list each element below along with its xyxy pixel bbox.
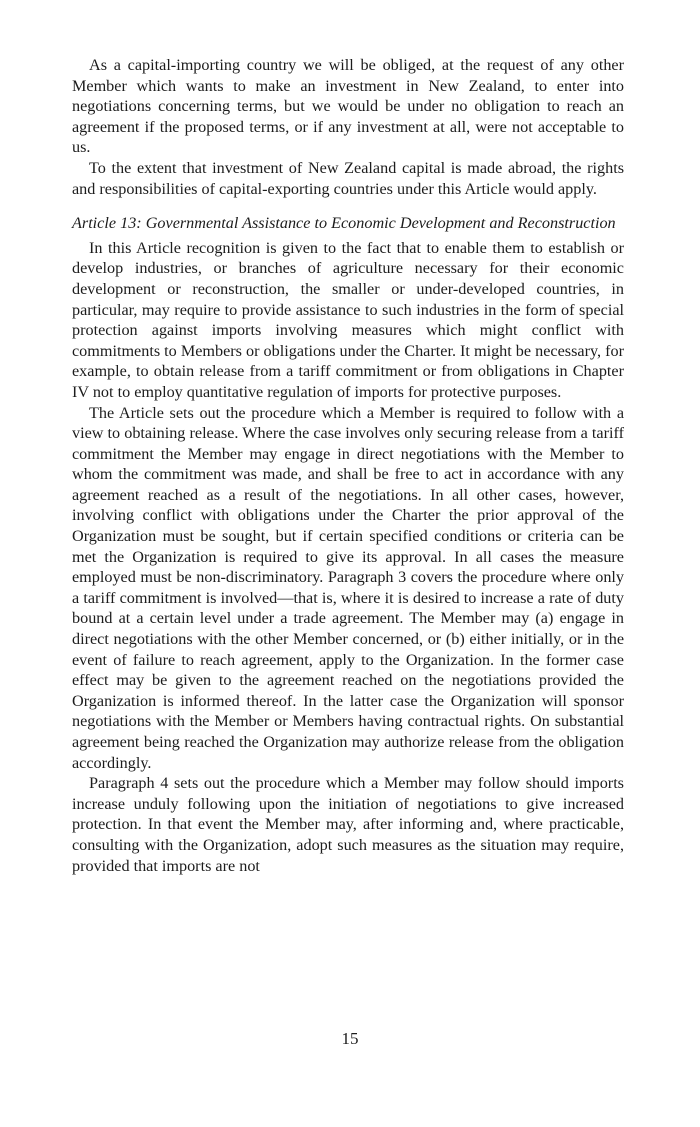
paragraph-capital-importing: As a capital-importing country we will be obliged, at the request of any other Member which wants to make an investment in New Zealand, to enter into negotiations concerning terms, but we would be under no obligation to reach an agreement if the proposed terms, or if any investment at all, were not acceptable to us. <box>72 56 624 157</box>
paragraph-procedure: The Article sets out the procedure which a Member is required to follow with a view to obtaining release. Where the case involves only securing release from a tariff commitment the Member may engage in direct negotiations with the Member to whom the commitment was made, and shall be free to act in accordance with any agreement reached as a result of the negotiations. In all other cases, however, involving conflict with obligations under the Charter the prior approval of the Organization must be sought, but if certain specified conditions or criteria can be met the Organization is required to give its approval. In all cases the measure employed must be non-discriminatory. Paragraph 3 covers the procedure where only a tariff commitment is involved—that is, where it is desired to increase a rate of duty bound at a certain level under a trade agreement. The Member may (a) engage in direct negotiations with the other Member concerned, or (b) either initially, or in the event of failure to reach agreement, apply to the Organization. In the former case effect may be given to the agreement reached on the negotiations provided the Organization is informed thereof. In the latter case the Organization will sponsor negotiations with the Member or Members having contractual rights. On substantial agreement being reached the Organization may authorize release from the obligation accordingly. <box>72 403 624 772</box>
paragraph-4-procedure: Paragraph 4 sets out the procedure which a Member may follow should imports increase unduly following upon the initiation of negotiations to give increased protection. In that event the Member may, after informing and, where practicable, consulting with the Organization, adopt such measures as the situation may require, provided that imports are not <box>72 774 624 875</box>
paragraph-capital-exporting: To the extent that investment of New Zealand capital is made abroad, the rights and responsibilities of capital-exporting countries under this Article would apply. <box>72 158 624 198</box>
article-13-heading: Article 13: Governmental Assistance to Economic Development and Reconstruction <box>72 214 616 233</box>
page-number: 15 <box>341 1029 359 1048</box>
paragraph-recognition: In this Article recognition is given to the fact that to enable them to establish or develop industries, or branches of agriculture necessary for their economic development or reconstruction, the smaller or under-developed countries, in particular, may require to provide assistance to such industries in the form of special protection against imports involving measures which might conflict with commitments to Members or obligations under the Charter. It might be necessary, for example, to obtain release from a tariff commitment or from obligations in Chapter IV not to employ quantitative regulation of imports for protective purposes. <box>72 238 624 401</box>
